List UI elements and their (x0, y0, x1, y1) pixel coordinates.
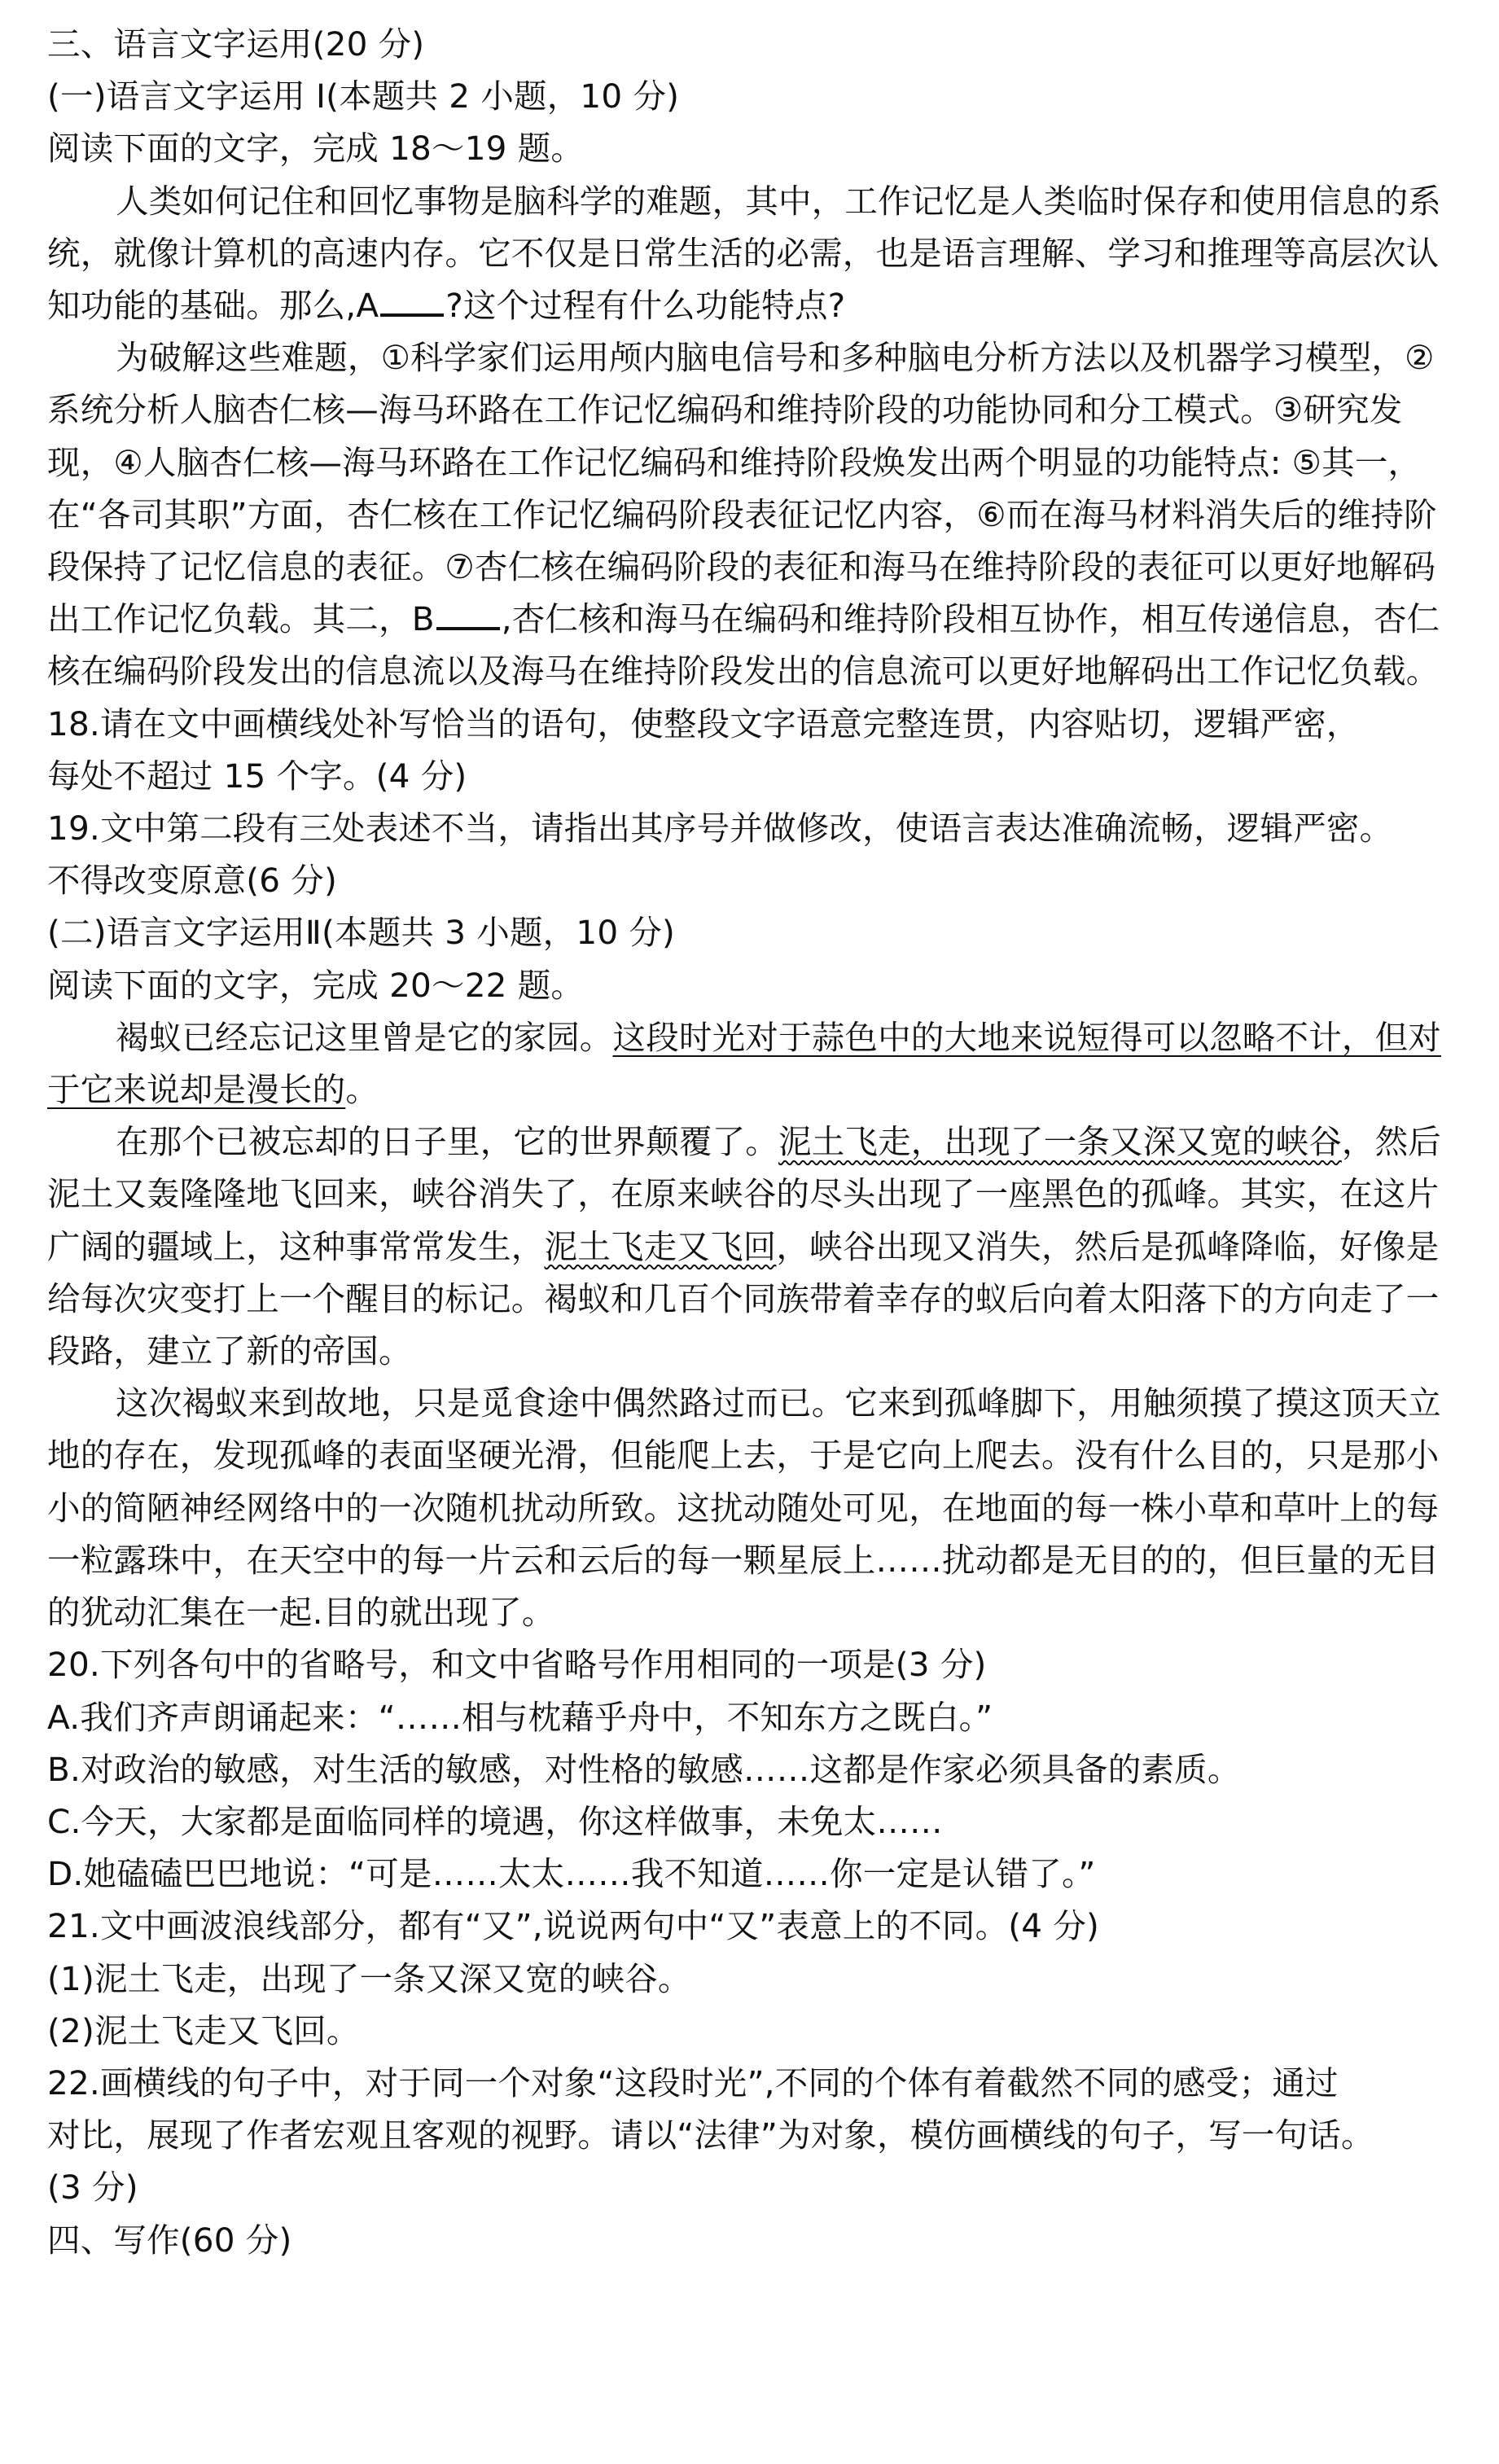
paragraph-text: 在那个已被忘却的日子里，它的世界颠覆了。 (116, 1122, 778, 1162)
question-22-line-1: 22.画横线的句子中，对于同一个对象“这段时光”,不同的个体有着截然不同的感受；通过 (47, 2063, 1339, 2102)
paragraph-text: ，然后泥土又轰隆隆地飞回来，峡谷消失了，在原来峡谷的尽头出现了一座黑色的孤峰。其实，在这片广阔的疆域上，这种事常常发生， (47, 1122, 1442, 1266)
paragraph-text: ，峡谷出现又消失，然后是孤峰降临，好像是给每次灾变打上一个醒目的标记。褐蚁和几百个同族带着幸存的蚁后向着太阳落下的方向走了一段路，建立了新的帝国。 (47, 1226, 1440, 1371)
part1-instruction: 阅读下面的文字，完成 18～19 题。 (47, 129, 585, 169)
part1-paragraph-1 (47, 175, 1464, 332)
section3-title: 三、语言文字运用(20 分) (47, 24, 425, 64)
section4-title: 四、写作(60 分) (47, 2220, 292, 2260)
question-21-item-2: (2)泥土飞走又飞回。 (47, 2010, 360, 2050)
part1-title: (一)语言文字运用 I(本题共 2 小题，10 分) (47, 77, 680, 116)
question-20-option-a: A.我们齐声朗诵起来：“……相与枕藉乎舟中，不知东方之既白。” (47, 1697, 993, 1737)
part2-instruction: 阅读下面的文字，完成 20～22 题。 (47, 965, 585, 1005)
question-21-stem: 21.文中画波浪线部分，都有“又”,说说两句中“又”表意上的不同。(4 分) (47, 1906, 1100, 1946)
blank-b (436, 593, 500, 630)
paragraph-text: 为破解这些难题，①科学家们运用颅内脑电信号和多种脑电分析方法以及机器学习模型，②系统分析人脑杏仁核—海马环路在工作记忆编码和维持阶段的功能协同和分工模式。③研究发现，④人脑杏仁核—海马环路在工作记忆编码和维持阶段焕发出两个明显的功能特点: ⑤其一，在“各司其职”方面，杏仁核在工作记忆编码阶段表征记忆内容，⑥而在海马材料消失后的维持阶段保持了记忆信息的表征。⑦杏仁核在编码阶段的表征和海马在维持阶段的表征可以更好地解码出工作记忆负载。其二，B (47, 338, 1437, 639)
part2-paragraph-3: 这次褐蚁来到故地，只是觅食途中偶然路过而已。它来到孤峰脚下，用触须摸了摸这顶天立地的存在，发现孤峰的表面坚硬光滑，但能爬上去，于是它向上爬去。没有什么目的，只是那小小的简陋神经网络中的一次随机扰动所致。这扰动随处可见，在地面的每一株小草和草叶上的每一粒露珠中，在天空中的每一片云和云后的每一颗星辰上……扰动都是无目的的，但巨量的无目的犹动汇集在一起.目的就出现了。 (47, 1383, 1441, 1633)
blank-a (380, 279, 444, 317)
question-19-line-1: 19.文中第二段有三处表述不当，请指出其序号并做修改，使语言表达准确流畅，逻辑严密。 (47, 809, 1393, 848)
question-22-line-2: 对比，展现了作者宏观且客观的视野。请以“法律”为对象，模仿画横线的句子，写一句话。 (47, 2115, 1374, 2155)
question-18-line-1: 18.请在文中画横线处补写恰当的语句，使整段文字语意完整连贯，内容贴切，逻辑严密， (47, 704, 1360, 743)
question-20-stem: 20.下列各句中的省略号，和文中省略号作用相同的一项是(3 分) (47, 1645, 987, 1685)
part2-title: (二)语言文字运用Ⅱ(本题共 3 小题，10 分) (47, 913, 676, 953)
paragraph-text: 褐蚁已经忘记这里曾是它的家园。 (116, 1017, 613, 1057)
paragraph-text: ?这个过程有什么功能特点? (445, 286, 846, 326)
part2-paragraph-1 (47, 1011, 1464, 1116)
part2-paragraph-2 (47, 1116, 1464, 1377)
paragraph-text: 人类如何记住和回忆事物是脑科学的难题，其中，工作记忆是人类临时保存和使用信息的系统，就像计算机的高速内存。它不仅是日常生活的必需，也是语言理解、学习和推理等高层次认知功能的基础。那么,A (47, 181, 1441, 326)
question-18-line-2: 每处不超过 15 个字。(4 分) (47, 756, 467, 796)
question-19-line-2: 不得改变原意(6 分) (47, 861, 337, 901)
paragraph-text: ,杏仁核和海马在编码和维持阶段相互协作，相互传递信息，杏仁核在编码阶段发出的信息流以及海马在维持阶段发出的信息流可以更好地解码出工作记忆负载。 (47, 599, 1440, 691)
part1-paragraph-2 (47, 331, 1464, 697)
question-20-option-b: B.对政治的敏感，对生活的敏感，对性格的敏感……这都是作家必须具备的素质。 (47, 1749, 1241, 1789)
question-20-option-d: D.她磕磕巴巴地说：“可是……太太……我不知道……你一定是认错了。” (47, 1854, 1096, 1894)
paragraph-text: 。 (345, 1070, 379, 1110)
question-20-option-c: C.今天，大家都是面临同样的境遇，你这样做事，未免太…… (47, 1801, 943, 1841)
question-21-item-1: (1)泥土飞走，出现了一条又深又宽的峡谷。 (47, 1958, 691, 1998)
question-22-line-3: (3 分) (47, 2168, 138, 2208)
wavy-underline-1: 泥土飞走，出现了一条又深又宽的峡谷 (778, 1122, 1342, 1162)
underlined-sentence: 这段时光对于蒜色中的大地来说短得可以忽略不计，但对于它来说却是漫长的 (47, 1017, 1441, 1110)
exam-page (47, 18, 1464, 2266)
wavy-underline-2: 泥土飞走又飞回 (544, 1226, 777, 1266)
